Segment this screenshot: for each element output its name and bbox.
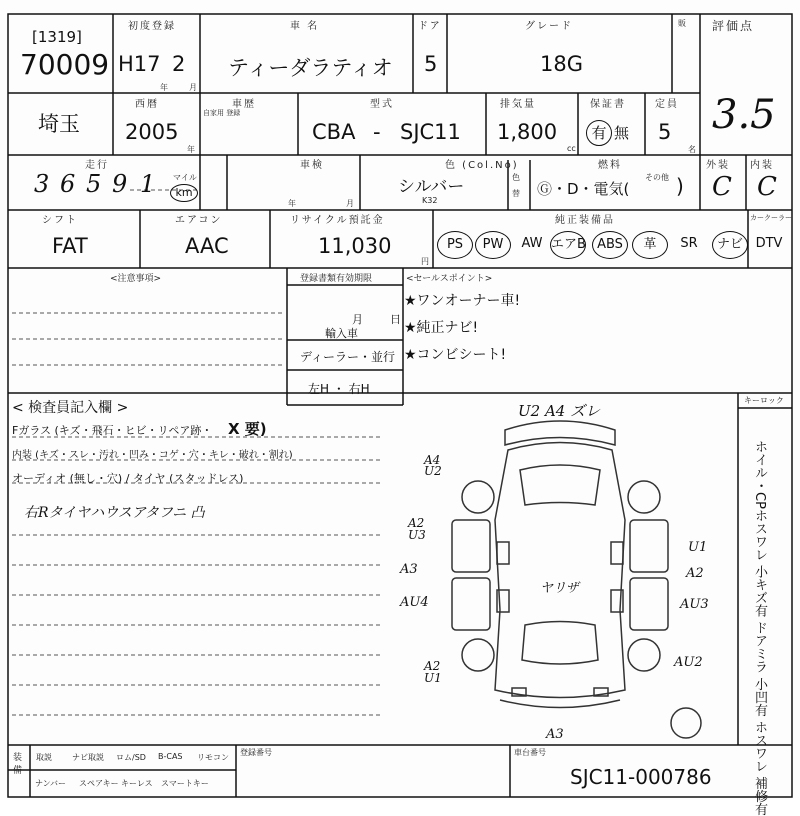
chassis-label: 車台番号: [514, 748, 546, 757]
first-reg-era: H17: [118, 52, 161, 76]
displacement: 1,800: [497, 120, 558, 144]
steering-side: 左H ・ 右H: [308, 382, 370, 396]
import-value: ディーラー・並行: [300, 350, 396, 364]
footer-top-item: リモコン: [197, 753, 229, 762]
mark-right-upper: U1: [688, 540, 708, 555]
footer-top-item: ナビ取説: [72, 753, 104, 762]
car-name-label: 車 名: [290, 21, 320, 32]
grade-label: グレード: [525, 21, 573, 32]
mark-rear-right: AU2: [674, 655, 703, 670]
shift: FAT: [52, 234, 88, 258]
footer-top-item: ロム/SD: [116, 753, 146, 762]
mileage-digit-3: 5: [86, 170, 102, 198]
exterior-grade: C: [712, 172, 732, 202]
equipment-item-abs: ABS: [592, 231, 628, 259]
mark-roof: ヤリザ: [540, 581, 579, 596]
docs-day-label: 日: [390, 313, 401, 326]
mileage-digit-2: 6: [60, 170, 76, 198]
footer-top-item: B-CAS: [158, 752, 183, 761]
mark-rear-left: A2 U1: [424, 659, 442, 685]
door-label: ドア: [418, 21, 442, 32]
cc-unit: cc: [567, 144, 576, 153]
first-reg-label: 初度登録: [128, 21, 176, 32]
warranty-yes-circled: 有: [586, 120, 612, 146]
mark-top: U2 A4 ズレ: [518, 402, 601, 420]
equipment-item-エアb: エアB: [550, 231, 586, 259]
stock-number: 70009: [20, 48, 110, 81]
sales-point-2: ★純正ナビ!: [404, 320, 479, 336]
mileage-unit-mile: マイル: [173, 173, 197, 182]
interior-grade: C: [757, 172, 777, 202]
audio-tire-line: オーディオ (無し・穴) / タイヤ (スタッドレス): [12, 472, 244, 485]
footer-bottom-item: ナンバー: [35, 779, 67, 788]
capacity: 5: [658, 120, 672, 144]
history-note: 自家用 登録: [203, 109, 241, 117]
docs-month-label: 月: [352, 313, 363, 326]
mileage-digit-4: 9: [112, 170, 128, 198]
mark-left-middle: A3: [400, 562, 418, 577]
inspection-year-unit: 年: [288, 199, 296, 208]
year-unit: 年: [187, 145, 195, 154]
color-change-label: 色替: [512, 173, 520, 198]
model-code: SJC11: [400, 120, 461, 144]
car-name: ティーダラティオ: [228, 56, 393, 80]
interior-line: 内装 (キズ・スレ・汚れ・凹み・コゲ・穴・キレ・破れ・割れ): [12, 450, 293, 461]
grade: 18G: [540, 52, 583, 76]
recycle-label: リサイクル預託金: [290, 215, 385, 226]
model-label: 型式: [370, 99, 394, 110]
score-label: 評価点: [712, 19, 755, 33]
shift-label: シフト: [42, 215, 78, 226]
capacity-unit: 名: [688, 145, 696, 154]
registration-year: 2005: [125, 120, 179, 144]
chassis-number: SJC11-000786: [570, 765, 712, 789]
equipment-label: 純正装備品: [555, 215, 615, 226]
equipment-item-dtv: DTV: [755, 236, 783, 251]
footer-top-item: 取説: [36, 753, 52, 762]
first-reg-year-unit: 年: [160, 83, 168, 92]
equipment-item-pw: PW: [475, 231, 511, 259]
footer-bottom-item: スマートキー: [161, 779, 209, 788]
warranty-label: 保証書: [590, 99, 626, 110]
equipment-item-革: 革: [632, 231, 668, 259]
footer-bottom-item: スペアキー: [79, 779, 119, 788]
mark-left-lower: AU4: [400, 595, 429, 610]
mark-front-left: A4 U2: [424, 453, 442, 478]
equipment-item-ナビ: ナビ: [712, 231, 748, 259]
key-lock-label: キーロック: [744, 396, 784, 405]
first-reg-month-unit: 月: [189, 83, 197, 92]
docs-deadline-label: 登録書類有効期限: [300, 274, 373, 284]
caution-label: <注意事項>: [110, 274, 162, 284]
auction-label: 販: [678, 19, 686, 28]
equipment-item-sr: SR: [680, 236, 698, 251]
fuel-other: その他: [645, 173, 669, 182]
sales-point-3: ★コンビシート!: [404, 347, 507, 363]
warranty-no: 無: [614, 124, 630, 142]
color-code: K32: [422, 196, 438, 205]
sales-point-1: ★ワンオーナー車!: [404, 293, 521, 309]
region: 埼玉: [38, 112, 80, 136]
mark-bottom: A3: [546, 727, 564, 742]
mark-right-lower: AU3: [680, 597, 709, 612]
footer-bottom-item: キーレス: [121, 779, 153, 788]
aircon-label: エアコン: [175, 215, 223, 226]
color-label: 色 (Col.No): [445, 160, 519, 171]
equipment-item-aw: AW: [521, 236, 543, 251]
fuel-close: ): [676, 174, 684, 198]
first-reg-month: 2: [172, 52, 186, 76]
import-label: 輸入車: [325, 327, 358, 340]
windshield-line: Fガラス (キズ・飛石・ヒビ・リペア跡・: [12, 424, 213, 437]
equipment-item-ps: PS: [437, 231, 473, 259]
year-label: 西暦: [135, 99, 159, 110]
mileage-digit-1: 3: [34, 170, 50, 198]
mark-left-upper: A2 U3: [408, 516, 426, 542]
recycle-fee: 11,030: [318, 234, 392, 258]
exterior-label: 外装: [706, 160, 730, 171]
mark-right-middle: A2: [686, 566, 704, 581]
cooler-label: カークーラー: [750, 214, 792, 222]
door-count: 5: [424, 52, 438, 76]
aircon: AAC: [185, 234, 229, 258]
history-label: 車歴: [232, 99, 256, 110]
handwritten-note: 右Rタイヤハウスアタフニ 凸: [24, 505, 205, 521]
yen-unit: 円: [421, 257, 429, 266]
inspection-month-unit: 月: [346, 199, 354, 208]
mileage-label: 走行: [85, 160, 109, 171]
windshield-mark: X 要): [228, 420, 267, 438]
interior-label: 内装: [750, 160, 774, 171]
mileage-digit-5: 1: [140, 170, 156, 198]
mileage-unit-km-circled: km: [170, 184, 198, 202]
fuel-label: 燃料: [598, 160, 622, 171]
displacement-label: 排気量: [500, 99, 536, 110]
model-prefix: CBA: [312, 120, 356, 144]
legend-vertical: ホイル・CPホスワレ 小キズ有 ドアミラ 小凹有 ホスワレ 補修有: [752, 440, 767, 816]
model-dash: -: [373, 120, 381, 144]
inspection-label: 車検: [300, 160, 324, 171]
capacity-label: 定員: [655, 99, 679, 110]
lot-number: [1319]: [32, 28, 82, 46]
fuel-options: Ⓖ・D・電気(: [537, 180, 630, 198]
color: シルバー: [398, 177, 465, 197]
reg-number-label: 登録番号: [240, 748, 272, 757]
inspector-section-label: < 検査員記入欄 >: [12, 400, 129, 416]
sales-points-label: <セールスポイント>: [406, 274, 493, 284]
score: 3.5: [712, 92, 776, 138]
footer-equipment-label: 装備: [13, 753, 23, 776]
